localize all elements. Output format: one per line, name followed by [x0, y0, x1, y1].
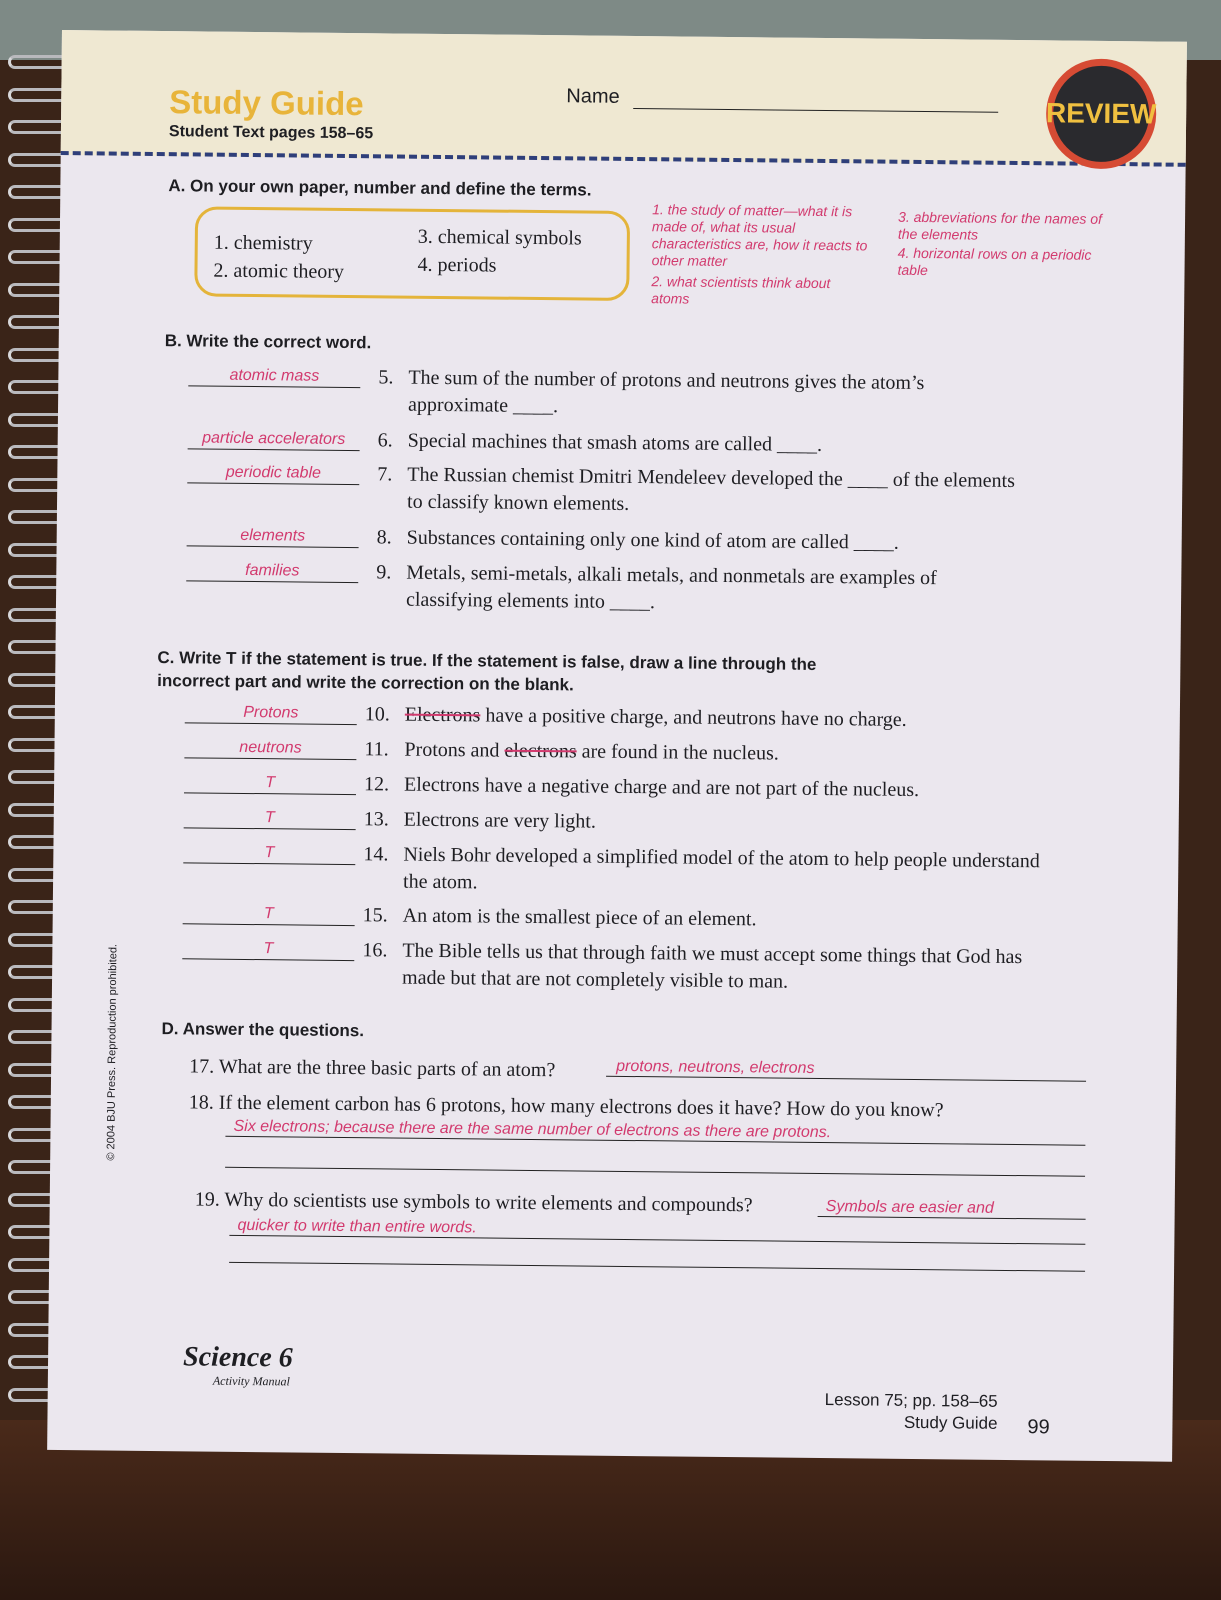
answer-blank[interactable]: T	[184, 808, 356, 830]
question-text: Special machines that smash atoms are called ____.	[407, 429, 823, 456]
logo-subtitle: Activity Manual	[212, 1373, 290, 1389]
answer-19-cont[interactable]: quicker to write than entire words.	[229, 1217, 1085, 1245]
section-b-heading: B. Write the correct word.	[164, 331, 372, 353]
answer-line[interactable]	[225, 1167, 1085, 1177]
struck-word: electrons	[504, 739, 577, 763]
question-number: 10.	[364, 703, 390, 726]
answer-blank[interactable]: T	[182, 939, 354, 961]
answer-blank[interactable]: atomic mass	[188, 366, 360, 388]
text-body: Electrons are very light.	[403, 808, 597, 833]
question-number: 16.	[362, 939, 388, 962]
section-c-heading: C. Write T if the statement is true. If the statement is false, draw a line through the incorrect part and write the correction on the blank.	[157, 648, 817, 695]
question-number: 14.	[363, 843, 389, 866]
name-label: Name	[566, 85, 620, 108]
term: 1. chemistry	[213, 231, 313, 255]
text-body: Niels Bohr developed a simplified model of the atom to help people understand the atom.	[402, 843, 1040, 894]
definition: 4. horizontal rows on a periodic table	[897, 244, 1092, 279]
question-number: 12.	[364, 773, 390, 796]
worksheet-page	[47, 30, 1187, 1462]
question-number: 9.	[376, 561, 392, 584]
question-text	[402, 938, 1043, 999]
answer-blank[interactable]: neutrons	[184, 738, 356, 760]
answer-blank[interactable]: T	[184, 773, 356, 795]
text-body: are found in the nucleus.	[576, 740, 779, 765]
question-text	[404, 737, 1044, 771]
question-text: The sum of the number of protons and neutrons gives the atom’s approximate ____.	[407, 366, 925, 418]
section-a-heading: A. On your own paper, number and define the terms.	[168, 176, 592, 200]
answer-18[interactable]: Six electrons; because there are the same number of electrons as there are protons.	[225, 1118, 1085, 1146]
text-body: have a positive charge, and neutrons have no charge.	[480, 704, 907, 731]
answer-17[interactable]: protons, neutrons, electrons	[606, 1058, 1086, 1082]
page-title: Study Guide	[169, 83, 364, 123]
term: 4. periods	[417, 253, 497, 277]
answer-blank[interactable]: periodic table	[187, 463, 359, 485]
question-17: 17. What are the three basic parts of an atom?	[189, 1055, 556, 1082]
answer-blank[interactable]: T	[183, 904, 355, 926]
question-text	[403, 903, 1043, 937]
section-d-heading: D. Answer the questions.	[161, 1019, 365, 1041]
copyright: © 2004 BJU Press. Reproduction prohibited.	[105, 943, 120, 1161]
text-body: An atom is the smallest piece of an element.	[402, 904, 757, 931]
answer-19[interactable]: Symbols are easier and	[818, 1198, 1086, 1220]
question-text: Metals, semi-metals, alkali metals, and nonmetals are examples of classifying elements into ____.	[405, 561, 937, 614]
definition: 2. what scientists think about atoms	[651, 273, 831, 307]
question-text: The Russian chemist Dmitri Mendeleev developed the ____ of the elements to classify known elements.	[406, 463, 1016, 515]
answer-blank[interactable]: elements	[187, 526, 359, 548]
question-text	[404, 772, 1044, 806]
page-subtitle: Student Text pages 158–65	[168, 123, 374, 143]
question-text	[403, 842, 1044, 903]
answer-blank[interactable]: Protons	[185, 703, 357, 725]
page-number: 99	[1027, 1416, 1050, 1439]
answer-blank[interactable]: particle accelerators	[188, 429, 360, 451]
lesson-ref: Lesson 75; pp. 158–65	[824, 1390, 998, 1411]
question-number: 6.	[377, 429, 393, 452]
question-text	[404, 807, 1044, 841]
question-number: 15.	[362, 904, 388, 927]
question-19: 19. Why do scientists use symbols to write elements and compounds?	[194, 1188, 753, 1217]
answer-blank[interactable]: T	[183, 843, 355, 865]
text-body: The Bible tells us that through faith we must accept some things that God has made but that are not completely visible to man.	[401, 939, 1023, 993]
question-number: 8.	[376, 526, 392, 549]
term: 3. chemical symbols	[417, 225, 582, 250]
question-number: 7.	[377, 463, 393, 486]
answer-blank[interactable]: families	[186, 561, 358, 583]
question-number: 11.	[364, 738, 389, 761]
text-prefix: Protons and	[404, 738, 505, 762]
science-logo: Science 6	[182, 1341, 293, 1374]
question-text: Substances containing only one kind of atom are called ____.	[406, 526, 899, 554]
definition: 1. the study of matter—what it is made of, what its usual characteristics are, how it reacts to other matter	[651, 201, 868, 269]
question-number: 13.	[363, 808, 389, 831]
footer-guide: Study Guide	[903, 1412, 998, 1433]
answer-line[interactable]	[229, 1262, 1085, 1272]
question-18: 18. If the element carbon has 6 protons, how many electrons does it have? How do you know?	[188, 1091, 944, 1122]
definition: 3. abbreviations for the names of the elements	[897, 208, 1103, 243]
term: 2. atomic theory	[213, 259, 345, 283]
question-number: 5.	[378, 366, 394, 389]
terms-box	[194, 206, 630, 301]
struck-word: Electrons	[404, 703, 481, 727]
text-body: Electrons have a negative charge and are not part of the nucleus.	[404, 773, 920, 802]
review-badge: REVIEW	[1046, 58, 1157, 169]
question-text	[405, 702, 1045, 736]
